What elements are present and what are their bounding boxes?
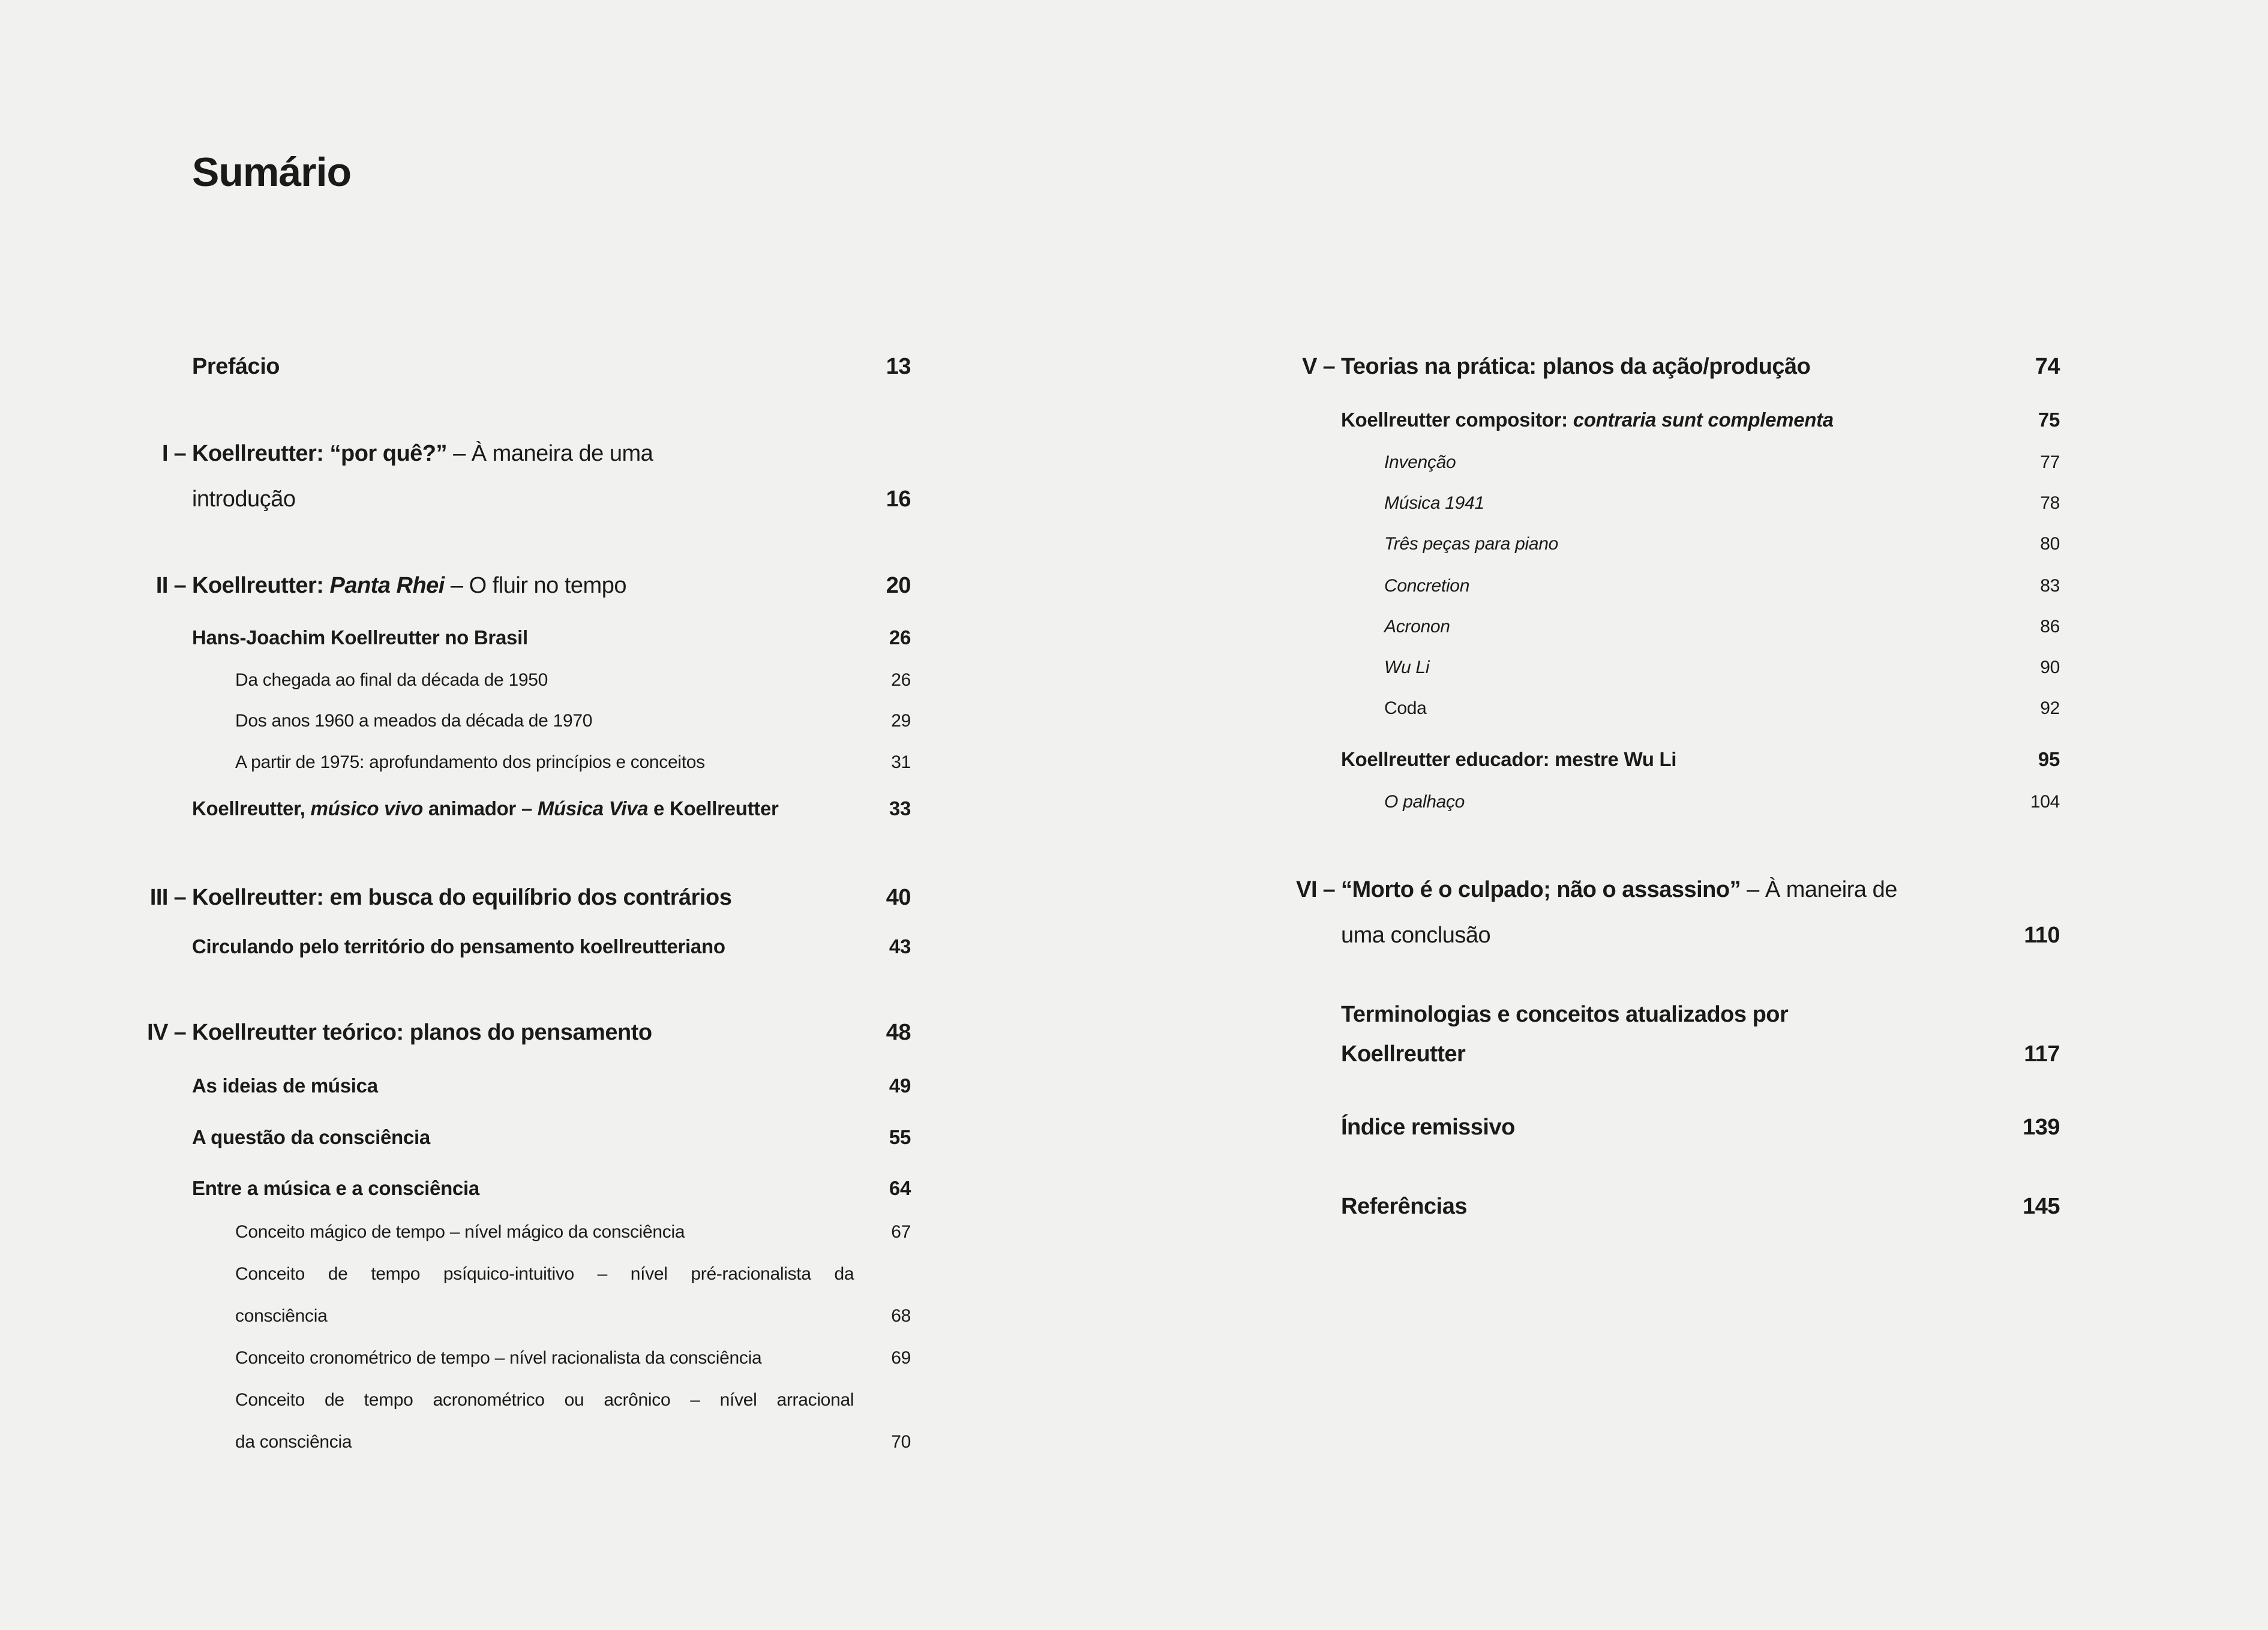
entry-title-continuation: consciência [235,1306,328,1326]
toc-entry [137,1174,911,1203]
page-number: 68 [891,1306,911,1326]
entry-title: Acronon [1384,617,1450,637]
page-number: 70 [891,1432,911,1452]
toc-entry [137,932,911,961]
toc-entry [1286,790,2060,814]
entry-title: Koellreutter: “por quê?” – À maneira de uma [192,441,653,466]
toc-entry-prefacio [137,344,911,389]
page-number: 49 [889,1074,911,1097]
entry-title: O palhaço [1384,792,1465,812]
dash: – [173,1020,187,1045]
entry-title: Índice remissivo [1341,1115,1515,1140]
entry-title: Entre a música e a consciência [192,1177,479,1199]
page-number: 90 [2040,658,2060,677]
page-title: Sumário [192,149,352,195]
page-number: 64 [889,1177,911,1199]
chapter-numeral: V [1302,354,1317,379]
entry-title: Conceito mágico de tempo – nível mágico da consciência [235,1222,685,1242]
toc-entry [137,751,911,775]
entry-title: A questão da consciência [192,1126,430,1148]
toc-entry [1286,615,2060,639]
page-number: 117 [2024,1041,2060,1067]
entry-title: Coda [1384,698,1427,718]
page-number: 31 [891,752,911,772]
entry-title: Referências [1341,1194,1467,1219]
entry-title-continuation: Koellreutter [1341,1041,1466,1067]
entry-title: Terminologias e conceitos atualizados por [1341,1002,1789,1027]
entry-title: Circulando pelo território do pensamento koellreutteriano [192,935,725,957]
page-number: 43 [889,935,911,957]
page-number: 83 [2040,576,2060,596]
entry-title: Koellreutter educador: mestre Wu Li [1341,748,1677,770]
entry-title: As ideias de música [192,1074,378,1097]
entry-title: Da chegada ao final da década de 1950 [235,670,548,690]
entry-title: Wu Li [1384,658,1430,677]
toc-entry [137,1379,911,1463]
entry-title: Música 1941 [1384,493,1484,513]
toc-entry-chapter-6 [1286,867,2060,958]
page-number: 40 [886,885,911,910]
page-number: 33 [889,797,911,819]
toc-entry-chapter-2 [137,563,911,608]
entry-title: Conceito de tempo psíquico-intuitivo – nível pré-racionalista da [235,1264,854,1284]
page-number: 29 [891,711,911,731]
entry-title: Conceito de tempo acronométrico ou acrônico – nível arracional [235,1390,854,1410]
entry-title: Concretion [1384,576,1470,596]
page-number: 20 [886,573,911,598]
dash: – [173,441,187,466]
toc-entry-chapter-4 [137,1010,911,1055]
entry-title: Teorias na prática: planos da ação/produção [1341,354,1811,379]
page-number: 95 [2038,748,2060,770]
toc-entry [137,623,911,652]
entry-title: Koellreutter: Panta Rhei – O fluir no tempo [192,573,626,598]
entry-title-continuation: introdução [192,487,296,512]
chapter-numeral: IV [147,1020,168,1045]
dash: – [173,573,187,598]
toc-entry [137,1220,911,1244]
entry-title: “Morto é o culpado; não o assassino” – À maneira de [1341,877,1897,902]
toc-entry [1286,745,2060,774]
page-number: 80 [2040,534,2060,554]
entry-title: Três peças para piano [1384,534,1558,554]
toc-entry [1286,451,2060,475]
page-number: 69 [891,1348,911,1368]
page-number: 26 [889,626,911,649]
toc-entry [137,1253,911,1337]
toc-entry [1286,491,2060,515]
toc-entry [1286,574,2060,598]
entry-title: Invenção [1384,452,1456,472]
page-number: 104 [2030,792,2060,812]
toc-entry-indice [1286,1104,2060,1150]
page-number: 92 [2040,698,2060,718]
page-number: 75 [2038,409,2060,431]
dash: – [1322,877,1336,902]
toc-entry-referencias [1286,1184,2060,1229]
chapter-numeral: VI [1296,877,1317,902]
chapter-numeral: III [149,885,168,910]
toc-entry [137,794,911,823]
toc-entry-chapter-1 [137,431,911,522]
page-number: 74 [2035,354,2060,379]
entry-title: Koellreutter, músico vivo animador – Música Viva e Koellreutter [192,797,779,819]
page-number: 145 [2023,1194,2060,1219]
entry-title: Conceito cronométrico de tempo – nível racionalista da consciência [235,1348,762,1368]
toc-entry [137,709,911,733]
toc-entry [137,1123,911,1152]
page-number: 110 [2024,923,2060,948]
toc-entry [1286,532,2060,556]
toc-entry [137,1346,911,1370]
entry-title: Koellreutter compositor: contraria sunt complementa [1341,409,1834,431]
entry-title: Prefácio [192,354,280,379]
entry-title-continuation: da consciência [235,1432,352,1452]
dash: – [1322,354,1336,379]
toc-entry [137,1071,911,1100]
page-number: 86 [2040,617,2060,637]
dash: – [173,885,187,910]
entry-title: Koellreutter teórico: planos do pensamento [192,1020,652,1045]
toc-entry-chapter-5 [1286,344,2060,389]
toc-entry [1286,656,2060,680]
toc-entry-chapter-3 [137,875,911,920]
page-number: 67 [891,1222,911,1242]
entry-title: Koellreutter: em busca do equilíbrio dos contrários [192,885,732,910]
page-number: 13 [886,354,911,379]
page-number: 77 [2040,452,2060,472]
page-number: 48 [886,1020,911,1045]
entry-title: Dos anos 1960 a meados da década de 1970 [235,711,593,731]
page-number: 78 [2040,493,2060,513]
entry-title: Hans-Joachim Koellreutter no Brasil [192,626,528,649]
toc-entry [1286,406,2060,434]
page-number: 16 [886,487,911,512]
entry-title: A partir de 1975: aprofundamento dos princípios e conceitos [235,752,705,772]
entry-title-continuation: uma conclusão [1341,923,1491,948]
chapter-numeral: I [161,441,168,466]
page-number: 139 [2023,1115,2060,1140]
page-number: 26 [891,670,911,690]
page-number: 55 [889,1126,911,1148]
chapter-numeral: II [155,573,168,598]
toc-entry [137,668,911,692]
toc-entry-terminologias [1286,995,2060,1074]
toc-entry [1286,697,2060,721]
